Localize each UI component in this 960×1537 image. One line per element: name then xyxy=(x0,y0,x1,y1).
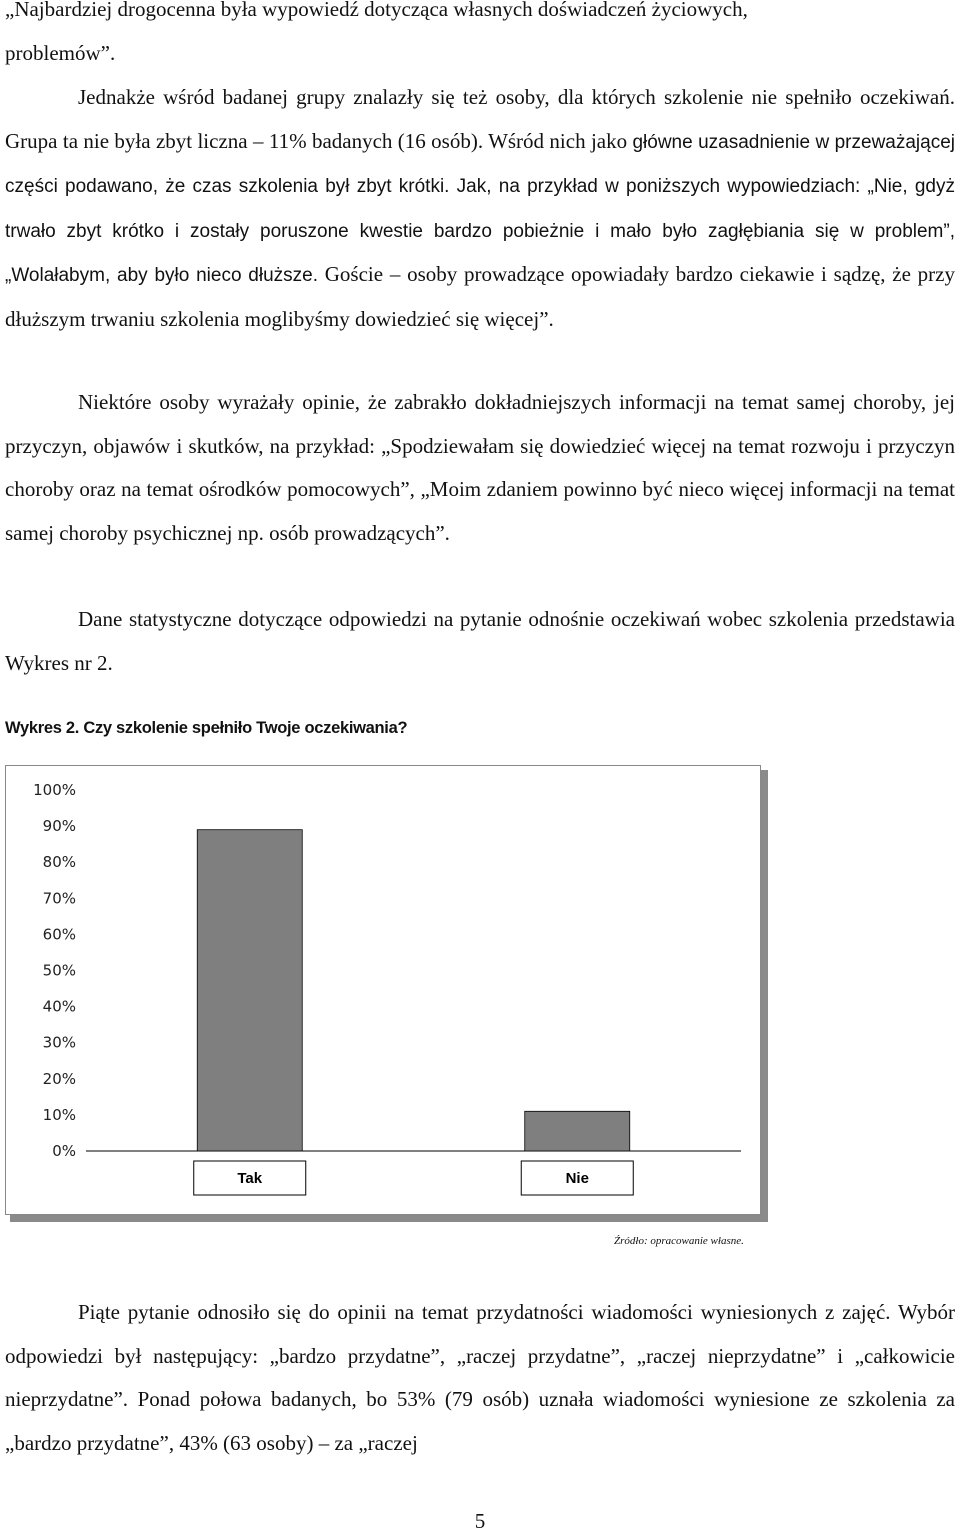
bar-tak xyxy=(197,830,302,1151)
page-number: 5 xyxy=(474,1509,486,1533)
paragraph-unmet-serif: Jednakże wśród badanej grupy znalazły się też osoby, dla których szkolenie nie spełniło oczekiwań. Grupa ta nie była zbyt liczna – 11% badanych (16 osób). Wśród nich jako xyxy=(5,85,955,153)
paragraph-unmet-sans: główne uzasadnienie w przeważającej części podawano, że czas szkolenia był zbyt krótki. Jak, na przykład w poniższych wypowiedziach: „Nie, gdyż trwało zbyt krótko i zostały poruszone kwestie bardzo pobieżnie i mało było zagłębiania się w problem”, „Wolałabym, aby było nieco dłuższe. xyxy=(5,131,955,286)
y-tick-label: 60% xyxy=(42,925,76,944)
chart-container xyxy=(5,765,761,1215)
paragraph-statistics-text: Dane statystyczne dotyczące odpowiedzi na pytanie odnośnie oczekiwań wobec szkolenia przedstawia Wykres nr 2. xyxy=(5,607,955,675)
paragraph-quote-end xyxy=(5,0,955,75)
y-tick-label: 40% xyxy=(42,997,76,1016)
y-tick-label: 100% xyxy=(33,781,76,799)
bar-nie xyxy=(525,1111,630,1151)
paragraph-unmet-expectations xyxy=(5,76,955,341)
chart-source-note: Źródło: opracowanie własne. xyxy=(614,1235,744,1247)
y-tick-label: 20% xyxy=(42,1069,76,1088)
paragraph-missing-info-text: Niektóre osoby wyrażały opinie, że zabrakło dokładniejszych informacji na temat samej choroby, jej przyczyn, objawów i skutków, na przykład: „Spodziewałam się dowiedzieć więcej na temat rozwoju i przyczyn choroby oraz na temat ośrodków pomocowych”, „Moim zdaniem powinno być nieco więcej informacji na temat samej choroby psychicznej np. osób prowadzących”. xyxy=(5,390,955,545)
y-tick-label: 80% xyxy=(42,853,76,872)
bar-chart xyxy=(6,766,762,1216)
y-tick-label: 30% xyxy=(42,1033,76,1052)
quote-line-1: „Najbardziej drogocenna była wypowiedź dotycząca własnych doświadczeń życiowych, xyxy=(5,0,748,21)
paragraph-usefulness xyxy=(5,1291,955,1465)
paragraph-unmet-serif-end: Goście – osoby prowadzące opowiadały bardzo ciekawie i sądzę, że przy dłuższym trwaniu szkolenia moglibyśmy dowiedzieć się więcej”. xyxy=(5,262,956,331)
y-tick-label: 0% xyxy=(52,1142,76,1160)
quote-line-2: problemów”. xyxy=(5,40,116,65)
x-tick-label: Nie xyxy=(565,1170,589,1187)
y-tick-label: 70% xyxy=(42,889,76,908)
y-tick-label: 10% xyxy=(42,1105,76,1124)
chart-caption: Wykres 2. Czy szkolenie spełniło Twoje oczekiwania? xyxy=(5,719,408,737)
y-tick-label: 50% xyxy=(42,961,76,980)
paragraph-usefulness-text: Piąte pytanie odnosiło się do opinii na temat przydatności wiadomości wyniesionych z zajęć. Wybór odpowiedzi był następujący: „bardzo przydatne”, „raczej przydatne”, „raczej nieprzydatne” i „całkowicie nieprzydatne”. Ponad połowa badanych, bo 53% (79 osób) uznała wiadomości wyniesione ze szkolenia za „bardzo przydatne”, 43% (63 osoby) – za „raczej xyxy=(5,1300,955,1455)
y-tick-label: 90% xyxy=(42,817,76,836)
x-tick-label: Tak xyxy=(237,1170,263,1187)
paragraph-statistics-intro xyxy=(5,598,955,685)
paragraph-missing-info xyxy=(5,381,955,555)
